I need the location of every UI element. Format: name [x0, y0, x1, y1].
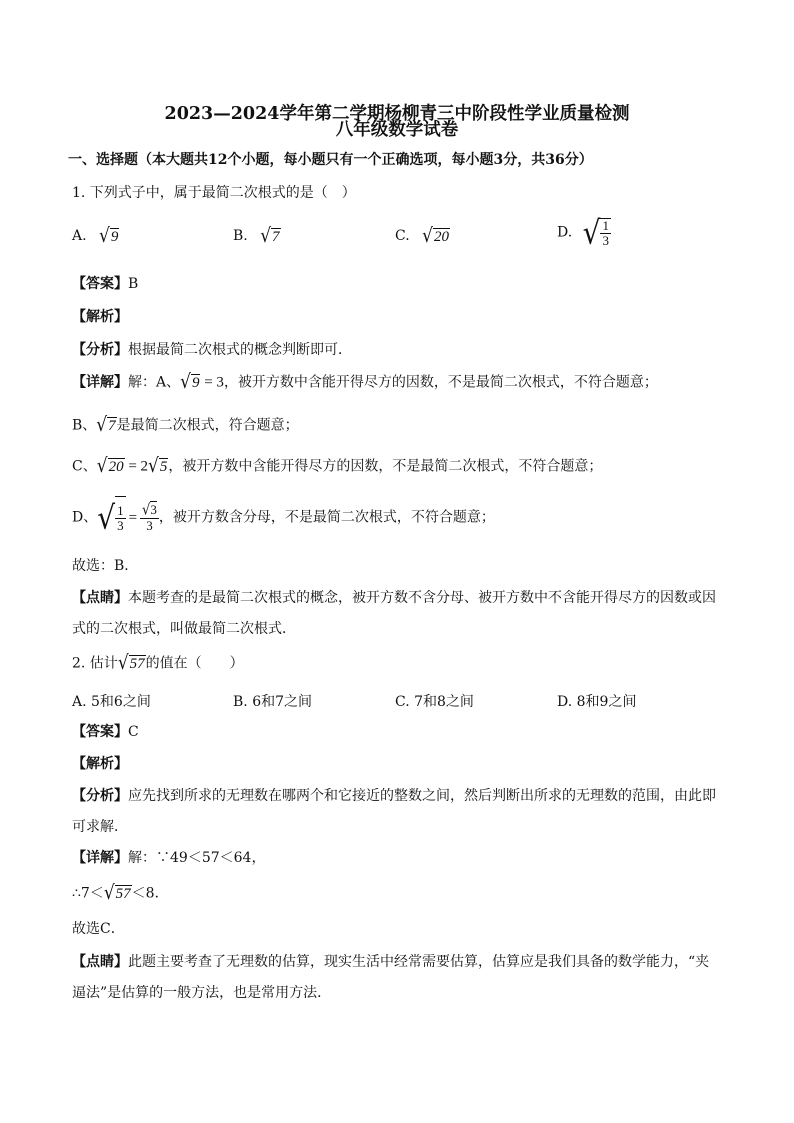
detail-tag: 【详解】: [72, 374, 128, 391]
numerator: [140, 503, 159, 519]
fraction: [115, 504, 126, 533]
detail-c-pre: C、: [72, 458, 97, 475]
radical-sign: √: [103, 881, 115, 905]
detail-2-pre: ∴7＜: [72, 885, 104, 902]
radical-sign: √: [97, 497, 116, 536]
q1-choose: 故选：B．: [72, 558, 139, 574]
fenxi-tag: 【分析】: [72, 342, 128, 358]
fraction: [600, 219, 611, 248]
radicand-fraction-box: [600, 218, 611, 248]
fenxi-text: 应先找到所求的无理数在哪两个和它接近的整数之间，然后判断出所求的无理数的范围，由此即: [128, 788, 716, 804]
q2-detail-2: [72, 883, 169, 904]
radical-sign: √: [96, 454, 108, 478]
q2-choose: 故选C．: [72, 921, 125, 937]
q2-stem-post: 的值在（ ）: [145, 655, 244, 672]
radical-sign: √: [99, 224, 110, 248]
radicand: 9: [110, 229, 119, 245]
sqrt-expression: [104, 883, 132, 904]
detail-a-eq: = 3: [200, 374, 224, 391]
q1-option-a: [72, 226, 119, 246]
q2-option-b: B. 6和7之间: [233, 694, 313, 710]
q1-fenxi: [72, 340, 352, 360]
radicand: 20: [108, 459, 124, 475]
detail-d-post: ，被开方数含分母，不是最简二次根式，不符合题意；: [158, 509, 495, 526]
fraction: [140, 503, 159, 533]
detail-c-eq: = 2: [124, 458, 149, 475]
detail-b-post: 是最简二次根式，符合题意；: [116, 417, 299, 434]
q1-option-a-letter: A.: [72, 228, 87, 244]
q2-analysis-tag: 【解析】: [72, 756, 128, 772]
detail-tag: 【详解】: [72, 850, 128, 866]
q1-detail-a: [72, 372, 658, 393]
sqrt-expression: [97, 456, 125, 477]
q1-option-d-letter: D.: [557, 224, 573, 241]
q1-option-c-letter: C.: [395, 228, 410, 244]
detail-a-pre: 解：A、: [128, 374, 181, 391]
denominator: 3: [117, 517, 124, 533]
q1-analysis-tag: 【解析】: [72, 309, 128, 325]
q1-detail-b: [72, 415, 299, 436]
sqrt-expression: [180, 372, 200, 393]
page-title: 2023—2024学年第二学期杨柳青三中阶段性学业质量检测: [164, 104, 630, 124]
numerator: 1: [117, 502, 124, 518]
numerator: 1: [602, 217, 609, 233]
q2-option-c: C. 7和8之间: [395, 694, 474, 710]
answer-value: B: [128, 276, 139, 292]
denominator: 3: [146, 517, 153, 533]
comment-text: 本题考查的是最简二次根式的概念，被开方数不含分母、被开方数中不含能开得尽方的因数或因: [128, 590, 716, 606]
q2-detail-1: [72, 848, 265, 868]
answer-value: C: [128, 724, 139, 740]
sqrt-expression: [422, 226, 450, 246]
detail-2-post: ＜8．: [131, 885, 169, 902]
section-heading: 一、选择题（本大题共12个小题，每小题只有一个正确选项，每小题3分，共36分）: [68, 152, 593, 168]
radical-sign: √: [117, 651, 129, 675]
q1-comment-2: 式的二次根式，叫做最简二次根式．: [72, 621, 296, 637]
fenxi-tag: 【分析】: [72, 788, 128, 804]
q1-detail-d: [72, 496, 495, 538]
radical-sign: √: [422, 224, 433, 248]
comment-tag: 【点睛】: [72, 590, 128, 606]
answer-tag: 【答案】: [72, 276, 128, 292]
q2-fenxi-1: [72, 786, 716, 806]
comment-tag: 【点睛】: [72, 954, 128, 970]
radicand: 5: [159, 459, 168, 475]
radical-sign: √: [180, 370, 191, 394]
sqrt-fraction: [582, 213, 611, 252]
q2-stem: [72, 653, 244, 674]
radicand: 57: [115, 886, 131, 902]
sqrt-expression: [99, 226, 119, 246]
sqrt-fraction: [97, 496, 125, 539]
sqrt-expression: [96, 415, 116, 436]
detail-text: 解：∵49＜57＜64，: [128, 850, 266, 866]
radicand: 7: [108, 418, 116, 434]
q2-option-d: D. 8和9之间: [557, 694, 637, 710]
q1-option-b: [233, 226, 281, 246]
q2-stem-pre: 2. 估计: [72, 655, 118, 672]
q2-answer: [72, 722, 139, 742]
q1-detail-c: [72, 456, 602, 477]
equals-sign: =: [128, 509, 138, 526]
radicand: 57: [129, 656, 145, 672]
detail-d-pre: D、: [72, 509, 98, 526]
comment-text: 此题主要考查了无理数的估算，现实生活中经常需要估算，估算应是我们具备的数学能力，“夹: [128, 954, 710, 970]
q2-comment-2: 逼法”是估算的一般方法，也是常用方法．: [72, 985, 332, 1001]
q1-option-d: [557, 213, 611, 252]
fenxi-text: 根据最简二次根式的概念判断即可．: [128, 342, 352, 358]
q1-stem: 1. 下列式子中，属于最简二次根式的是（ ）: [72, 185, 356, 201]
q2-fenxi-2: 可求解．: [72, 819, 128, 835]
sqrt-expression: [260, 226, 280, 246]
radical-sign: √: [142, 501, 151, 519]
radical-sign: √: [582, 213, 601, 252]
sqrt-expression: [148, 456, 168, 477]
detail-b-pre: B、: [72, 417, 97, 434]
radicand: 9: [191, 375, 200, 391]
radicand: 20: [433, 229, 449, 245]
radical-sign: √: [260, 224, 272, 248]
page-subtitle-text: 八年级数学试卷: [335, 120, 459, 140]
q1-comment-1: [72, 588, 716, 608]
q2-option-a: A. 5和6之间: [72, 694, 151, 710]
q1-answer: [72, 274, 138, 294]
denominator: 3: [602, 232, 609, 248]
q1-option-b-letter: B.: [233, 228, 248, 244]
q2-comment-1: [72, 952, 709, 972]
q1-option-c: [395, 226, 450, 246]
detail-a-post: ，被开方数中含能开得尽方的因数，不是最简二次根式，不符合题意；: [223, 374, 658, 391]
sqrt-expression: [118, 653, 146, 674]
radical-sign: √: [148, 454, 159, 478]
radical-sign: √: [96, 413, 108, 437]
answer-tag: 【答案】: [72, 724, 128, 740]
radicand: 3: [150, 501, 157, 517]
detail-c-post: ，被开方数中含能开得尽方的因数，不是最简二次根式，不符合题意；: [168, 458, 603, 475]
radicand-fraction-box: [115, 496, 126, 539]
radicand: 7: [272, 229, 280, 245]
